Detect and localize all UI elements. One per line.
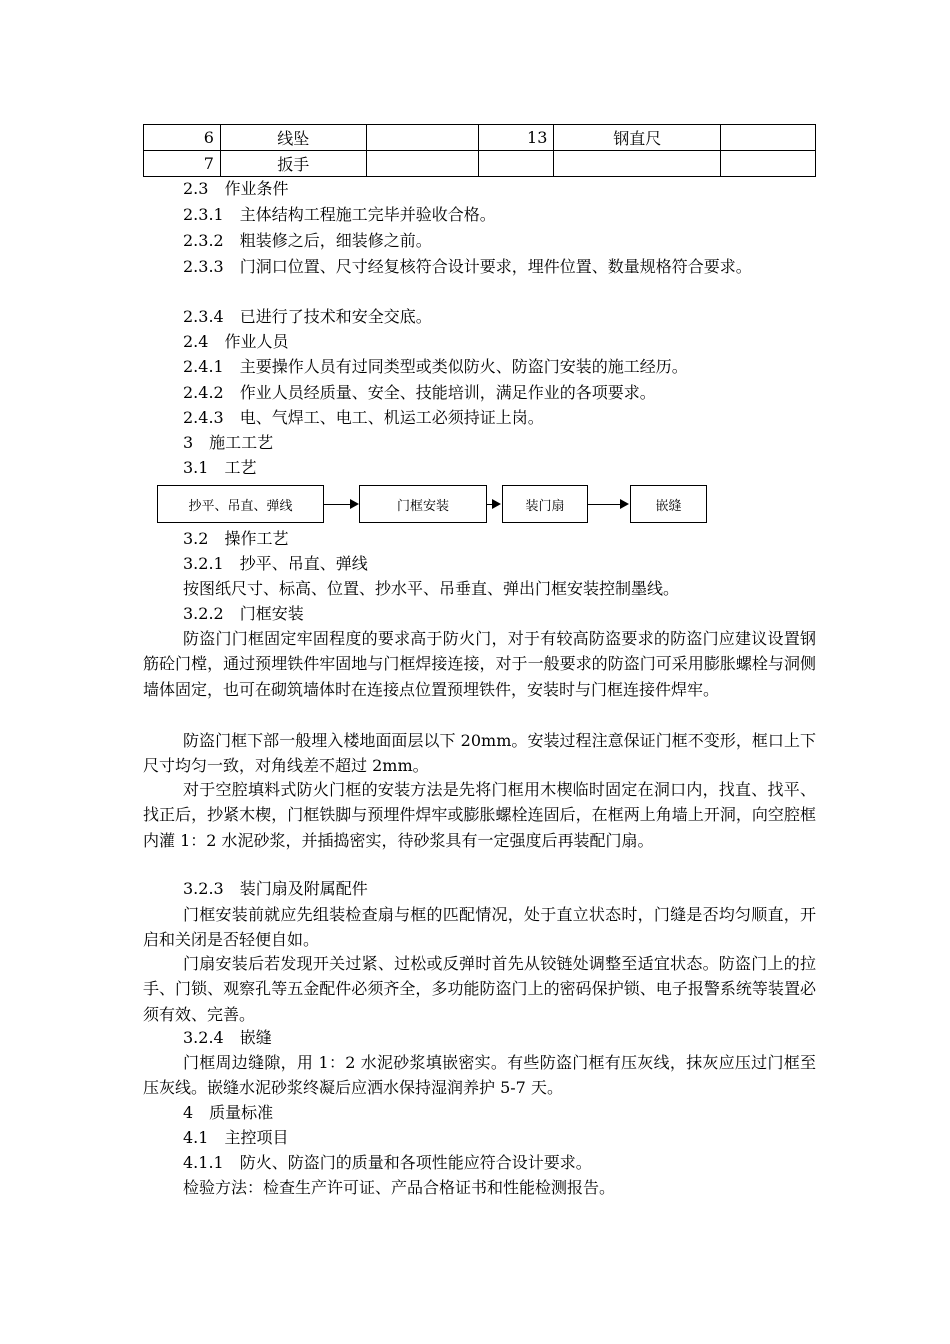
paragraph: 防盗门门框固定牢固程度的要求高于防火门，对于有较高防盗要求的防盗门应建议设置钢筋砼门樘，通过预埋铁件牢固地与门框焊接连接，对于一般要求的防盗门可采用膨胀螺栓与洞侧墙体固定，也可在砌筑墙体时在连接点位置预埋铁件，安装时与门框连接件焊牢。 <box>143 629 816 699</box>
flow-step-box: 抄平、吊直、弹线 <box>157 485 324 523</box>
section-heading-3: 3 施工工艺 <box>183 433 274 452</box>
paragraph: 对于空腔填料式防火门框的安装方法是先将门框用木楔临时固定在洞口内，找直、找平、找正后，抄紧木楔，门框铁脚与预埋件焊牢或膨胀螺栓连固后，在框两上角墙上开洞，向空腔框内灌 1：2 水泥砂浆，并插捣密实，待砂浆具有一定强度后再装配门扇。 <box>143 780 816 850</box>
table-cell-spec <box>366 151 479 177</box>
section-heading-3-2: 3.2 操作工艺 <box>183 529 289 548</box>
clause-2-4-1: 2.4.1 主要操作人员有过同类型或类似防火、防盗门安装的施工经历。 <box>183 357 688 376</box>
flow-step-box: 嵌缝 <box>630 485 707 523</box>
table-cell-name: 扳手 <box>220 151 366 177</box>
process-flowchart <box>157 485 707 525</box>
paragraph: 按图纸尺寸、标高、位置、抄水平、吊垂直、弹出门框安装控制墨线。 <box>183 579 680 598</box>
table-cell-name: 钢直尺 <box>554 125 721 151</box>
inspection-method: 检验方法：检查生产许可证、产品合格证书和性能检测报告。 <box>183 1178 616 1197</box>
table-cell-spec <box>366 125 479 151</box>
table-cell-spec <box>721 151 816 177</box>
clause-2-3-4: 2.3.4 已进行了技术和安全交底。 <box>183 307 432 326</box>
paragraph: 门框周边缝隙，用 1：2 水泥砂浆填嵌密实。有些防盗门框有压灰线，抹灰应压过门框至压灰线。嵌缝水泥砂浆终凝后应洒水保持湿润养护 5-7 天。 <box>143 1053 816 1098</box>
table-cell-num <box>479 151 554 177</box>
paragraph: 门框安装前就应先组装检查扇与框的匹配情况，处于直立状态时，门缝是否均匀顺直，开启和关闭是否轻便自如。 <box>143 905 816 950</box>
table-row <box>144 151 816 177</box>
section-heading-4: 4 质量标准 <box>183 1103 274 1122</box>
table-row <box>144 125 816 151</box>
section-heading-2-3: 2.3 作业条件 <box>183 179 289 198</box>
clause-2-3-2: 2.3.2 粗装修之后，细装修之前。 <box>183 231 432 250</box>
section-heading-4-1: 4.1 主控项目 <box>183 1128 289 1147</box>
table-cell-name <box>554 151 721 177</box>
paragraph: 防盗门框下部一般埋入楼地面面层以下 20mm。安装过程注意保证门框不变形，框口上下尺寸均匀一致，对角线差不超过 2mm。 <box>143 731 816 776</box>
clause-2-3-3: 2.3.3 门洞口位置、尺寸经复核符合设计要求，埋件位置、数量规格符合要求。 <box>183 257 752 276</box>
arrow-right-icon <box>492 499 501 509</box>
table-cell-name: 线坠 <box>220 125 366 151</box>
table-cell-num: 7 <box>144 151 221 177</box>
clause-2-4-2: 2.4.2 作业人员经质量、安全、技能培训，满足作业的各项要求。 <box>183 383 656 402</box>
clause-2-3-1: 2.3.1 主体结构工程施工完毕并验收合格。 <box>183 205 496 224</box>
section-heading-2-4: 2.4 作业人员 <box>183 332 289 351</box>
clause-4-1-1: 4.1.1 防火、防盗门的质量和各项性能应符合设计要求。 <box>183 1153 592 1172</box>
table-cell-num: 13 <box>479 125 554 151</box>
clause-3-2-1: 3.2.1 抄平、吊直、弹线 <box>183 554 368 573</box>
flow-step-box: 装门扇 <box>502 485 588 523</box>
section-heading-3-1: 3.1 工艺 <box>183 458 257 477</box>
flow-step-box: 门框安装 <box>359 485 487 523</box>
table-cell-num: 6 <box>144 125 221 151</box>
tools-table <box>143 124 816 177</box>
flow-arrow <box>324 504 353 505</box>
clause-2-4-3: 2.4.3 电、气焊工、电工、机运工必须持证上岗。 <box>183 408 544 427</box>
table-cell-spec <box>721 125 816 151</box>
clause-3-2-3: 3.2.3 装门扇及附属配件 <box>183 879 368 898</box>
flow-arrow <box>588 504 622 505</box>
arrow-right-icon <box>350 499 359 509</box>
arrow-right-icon <box>620 499 629 509</box>
paragraph: 门扇安装后若发现开关过紧、过松或反弹时首先从铰链处调整至适宜状态。防盗门上的拉手、门锁、观察孔等五金配件必须齐全，多功能防盗门上的密码保护锁、电子报警系统等装置必须有效、完善。 <box>143 954 816 1024</box>
clause-3-2-2: 3.2.2 门框安装 <box>183 604 304 623</box>
clause-3-2-4: 3.2.4 嵌缝 <box>183 1028 272 1047</box>
